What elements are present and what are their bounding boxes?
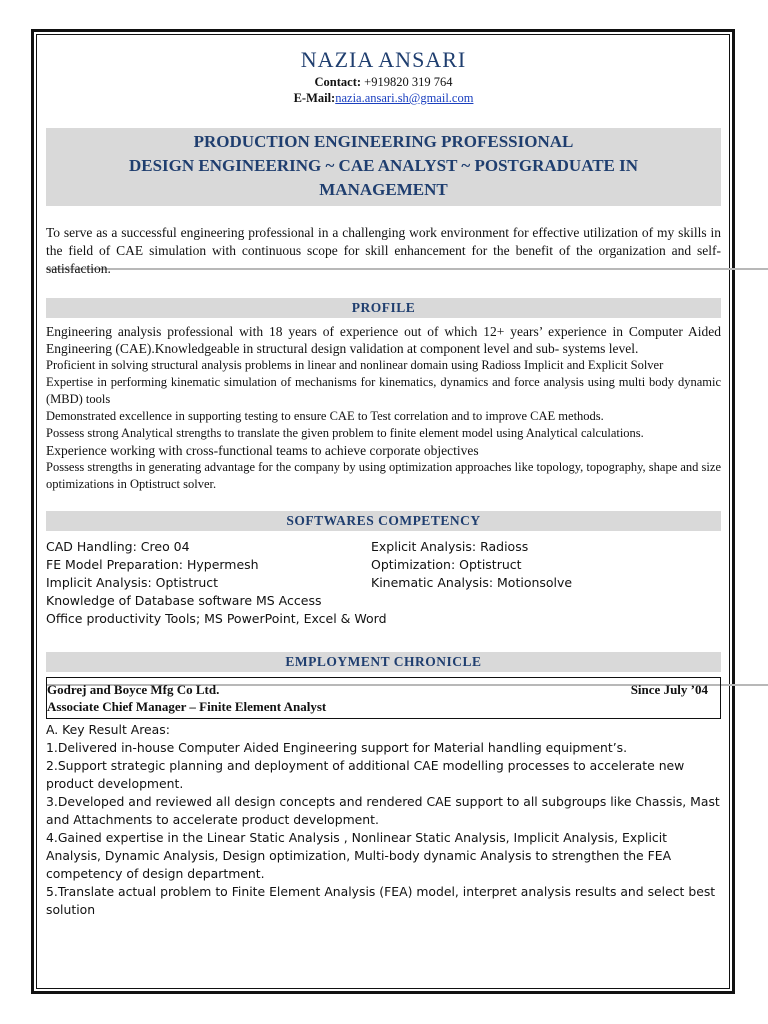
resume-content — [46, 44, 721, 919]
headline-line-2: DESIGN ENGINEERING ~ CAE ANALYST ~ POSTGRADUATE IN — [128, 156, 639, 175]
email-line — [46, 90, 721, 106]
email-label: E-Mail: — [293, 91, 336, 105]
profile-list — [46, 323, 721, 493]
software-row — [46, 574, 721, 592]
software-section-title: SOFTWARES COMPETENCY — [46, 511, 721, 531]
headline-banner — [46, 128, 721, 206]
software-row — [46, 556, 721, 574]
profile-item: Possess strengths in generating advantage for the company by using optimization approaches like topology, topography, shape and size optimizations in Optistruct solver. — [46, 460, 721, 491]
kra-item: 5.Translate actual problem to Finite Element Analysis (FEA) model, interpret analysis results and select best solution — [46, 884, 716, 917]
software-item: FE Model Preparation: Hypermesh — [46, 557, 259, 572]
kra-list — [46, 721, 721, 919]
contact-label: Contact: — [314, 75, 362, 89]
kra-heading: A. Key Result Areas: — [46, 722, 170, 737]
contact-line — [46, 74, 721, 90]
software-item: Office productivity Tools; MS PowerPoint, Excel & Word — [46, 611, 387, 626]
software-item: Kinematic Analysis: Motionsolve — [371, 575, 573, 590]
software-item: Optimization: Optistruct — [371, 557, 522, 572]
objective-text: To serve as a successful engineering professional in a challenging work environment for effective utilization of my skills in the field of CAE simulation with continuous scope for skill enhancement for the benefit of the organization and self-satisfaction. — [46, 225, 721, 276]
profile-item: Expertise in performing kinematic simulation of mechanisms for kinematics, dynamics and force analysis using multi body dynamic (MBD) tools — [46, 375, 721, 406]
profile-item: Proficient in solving structural analysis problems in linear and nonlinear domain using Radioss Implicit and Explicit Solver — [46, 358, 664, 372]
employment-since: Since July ’04 — [630, 682, 708, 697]
software-item: Explicit Analysis: Radioss — [371, 539, 529, 554]
software-list — [46, 538, 721, 628]
headline-line-1: PRODUCTION ENGINEERING PROFESSIONAL — [193, 132, 574, 151]
kra-item: 3.Developed and reviewed all design concepts and rendered CAE support to all subgroups like Chassis, Mast and Attachments to accelerate product development. — [46, 794, 720, 827]
job-title: Associate Chief Manager – Finite Element Analyst — [47, 699, 327, 714]
kra-item: 2.Support strategic planning and deployment of additional CAE modelling processes to accelerate new product development. — [46, 758, 685, 791]
employment-section-title: EMPLOYMENT CHRONICLE — [46, 652, 721, 672]
candidate-name: NAZIA ANSARI — [300, 47, 467, 72]
kra-item: 4.Gained expertise in the Linear Static Analysis , Nonlinear Static Analysis, Implicit Analysis, Explicit Analysis, Dynamic Analysis, Design optimization, Multi-body dynamic Analysis to strengthen the FEA competency of design department. — [46, 830, 672, 881]
kra-item: 1.Delivered in-house Computer Aided Engineering support for Material handling equipment’s. — [46, 740, 628, 755]
software-item: Implicit Analysis: Optistruct — [46, 575, 219, 590]
profile-item: Demonstrated excellence in supporting testing to ensure CAE to Test correlation and to improve CAE methods. — [46, 409, 604, 423]
company-name: Godrej and Boyce Mfg Co Ltd. — [47, 682, 220, 697]
profile-section-title: PROFILE — [46, 298, 721, 318]
profile-item: Engineering analysis professional with 18 years of experience out of which 12+ years’ experience in Computer Aided Engineering (CAE).Knowledgeable in structural design validation at component level and sub- systems level. — [46, 324, 721, 356]
profile-item: Possess strong Analytical strengths to translate the given problem to finite element model using Analytical calculations. — [46, 426, 644, 440]
headline-line-3: MANAGEMENT — [319, 180, 448, 199]
software-item: CAD Handling: Creo 04 — [46, 539, 190, 554]
software-item: Knowledge of Database software MS Access — [46, 593, 322, 608]
software-row — [46, 538, 721, 556]
contact-phone: +919820 319 764 — [361, 75, 453, 89]
email-link[interactable]: nazia.ansari.sh@gmail.com — [335, 91, 474, 105]
employer-row — [47, 681, 708, 698]
profile-item: Experience working with cross-functional teams to achieve corporate objectives — [46, 443, 479, 458]
employer-box — [46, 677, 721, 719]
